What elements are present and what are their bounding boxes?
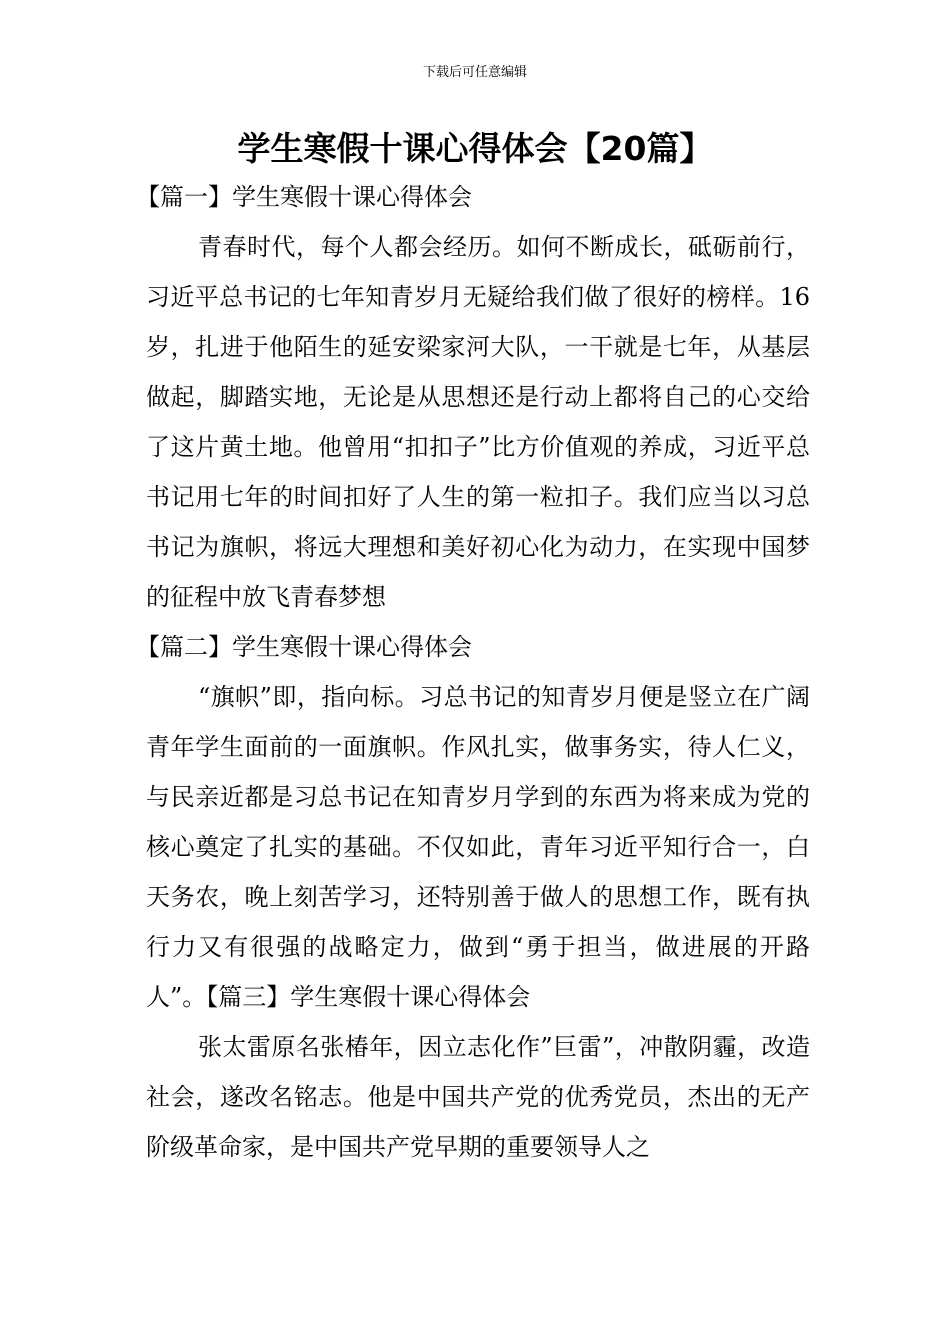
document-title: 学生寒假十课心得体会【20篇】 [237, 129, 713, 168]
header-note: 下载后可任意编辑 [422, 65, 527, 80]
section-heading-1: 【篇一】学生寒假十课心得体会 [136, 183, 472, 211]
section-heading-2: 【篇二】学生寒假十课心得体会 [136, 633, 472, 661]
section-paragraph-2: “旗帜”即，指向标。习总书记的知青岁月便是竖立在广阔青年学生面前的一面旗帜。作风扎实，做事务实，待人仁义，与民亲近都是习总书记在知青岁月学到的东西为将来成为党的核心奠定了扎实的基础。不仅如此，青年习近平知行合一，白天务农，晚上刻苦学习，还特别善于做人的思想工作，既有执行力又有很强的战略定力，做到“勇于担当，做进展的开路人”。【篇三】学生寒假十课心得体会 [146, 683, 810, 1011]
document-body [136, 172, 810, 1172]
section-paragraph-1: 青春时代，每个人都会经历。如何不断成长，砥砺前行，习近平总书记的七年知青岁月无疑给我们做了很好的榜样。16岁，扎进于他陌生的延安梁家河大队，一干就是七年，从基层做起，脚踏实地，无论是从思想还是行动上都将自己的心交给了这片黄土地。他曾用“扣扣子”比方价值观的养成，习近平总书记用七年的时间扣好了人生的第一粒扣子。我们应当以习总书记为旗帜，将远大理想和美好初心化为动力，在实现中国梦的征程中放飞青春梦想 [146, 233, 810, 611]
section-paragraph-3: 张太雷原名张椿年，因立志化作”巨雷”，冲散阴霾，改造社会，遂改名铭志。他是中国共产党的优秀党员，杰出的无产阶级革命家，是中国共产党早期的重要领导人之 [146, 1033, 810, 1161]
